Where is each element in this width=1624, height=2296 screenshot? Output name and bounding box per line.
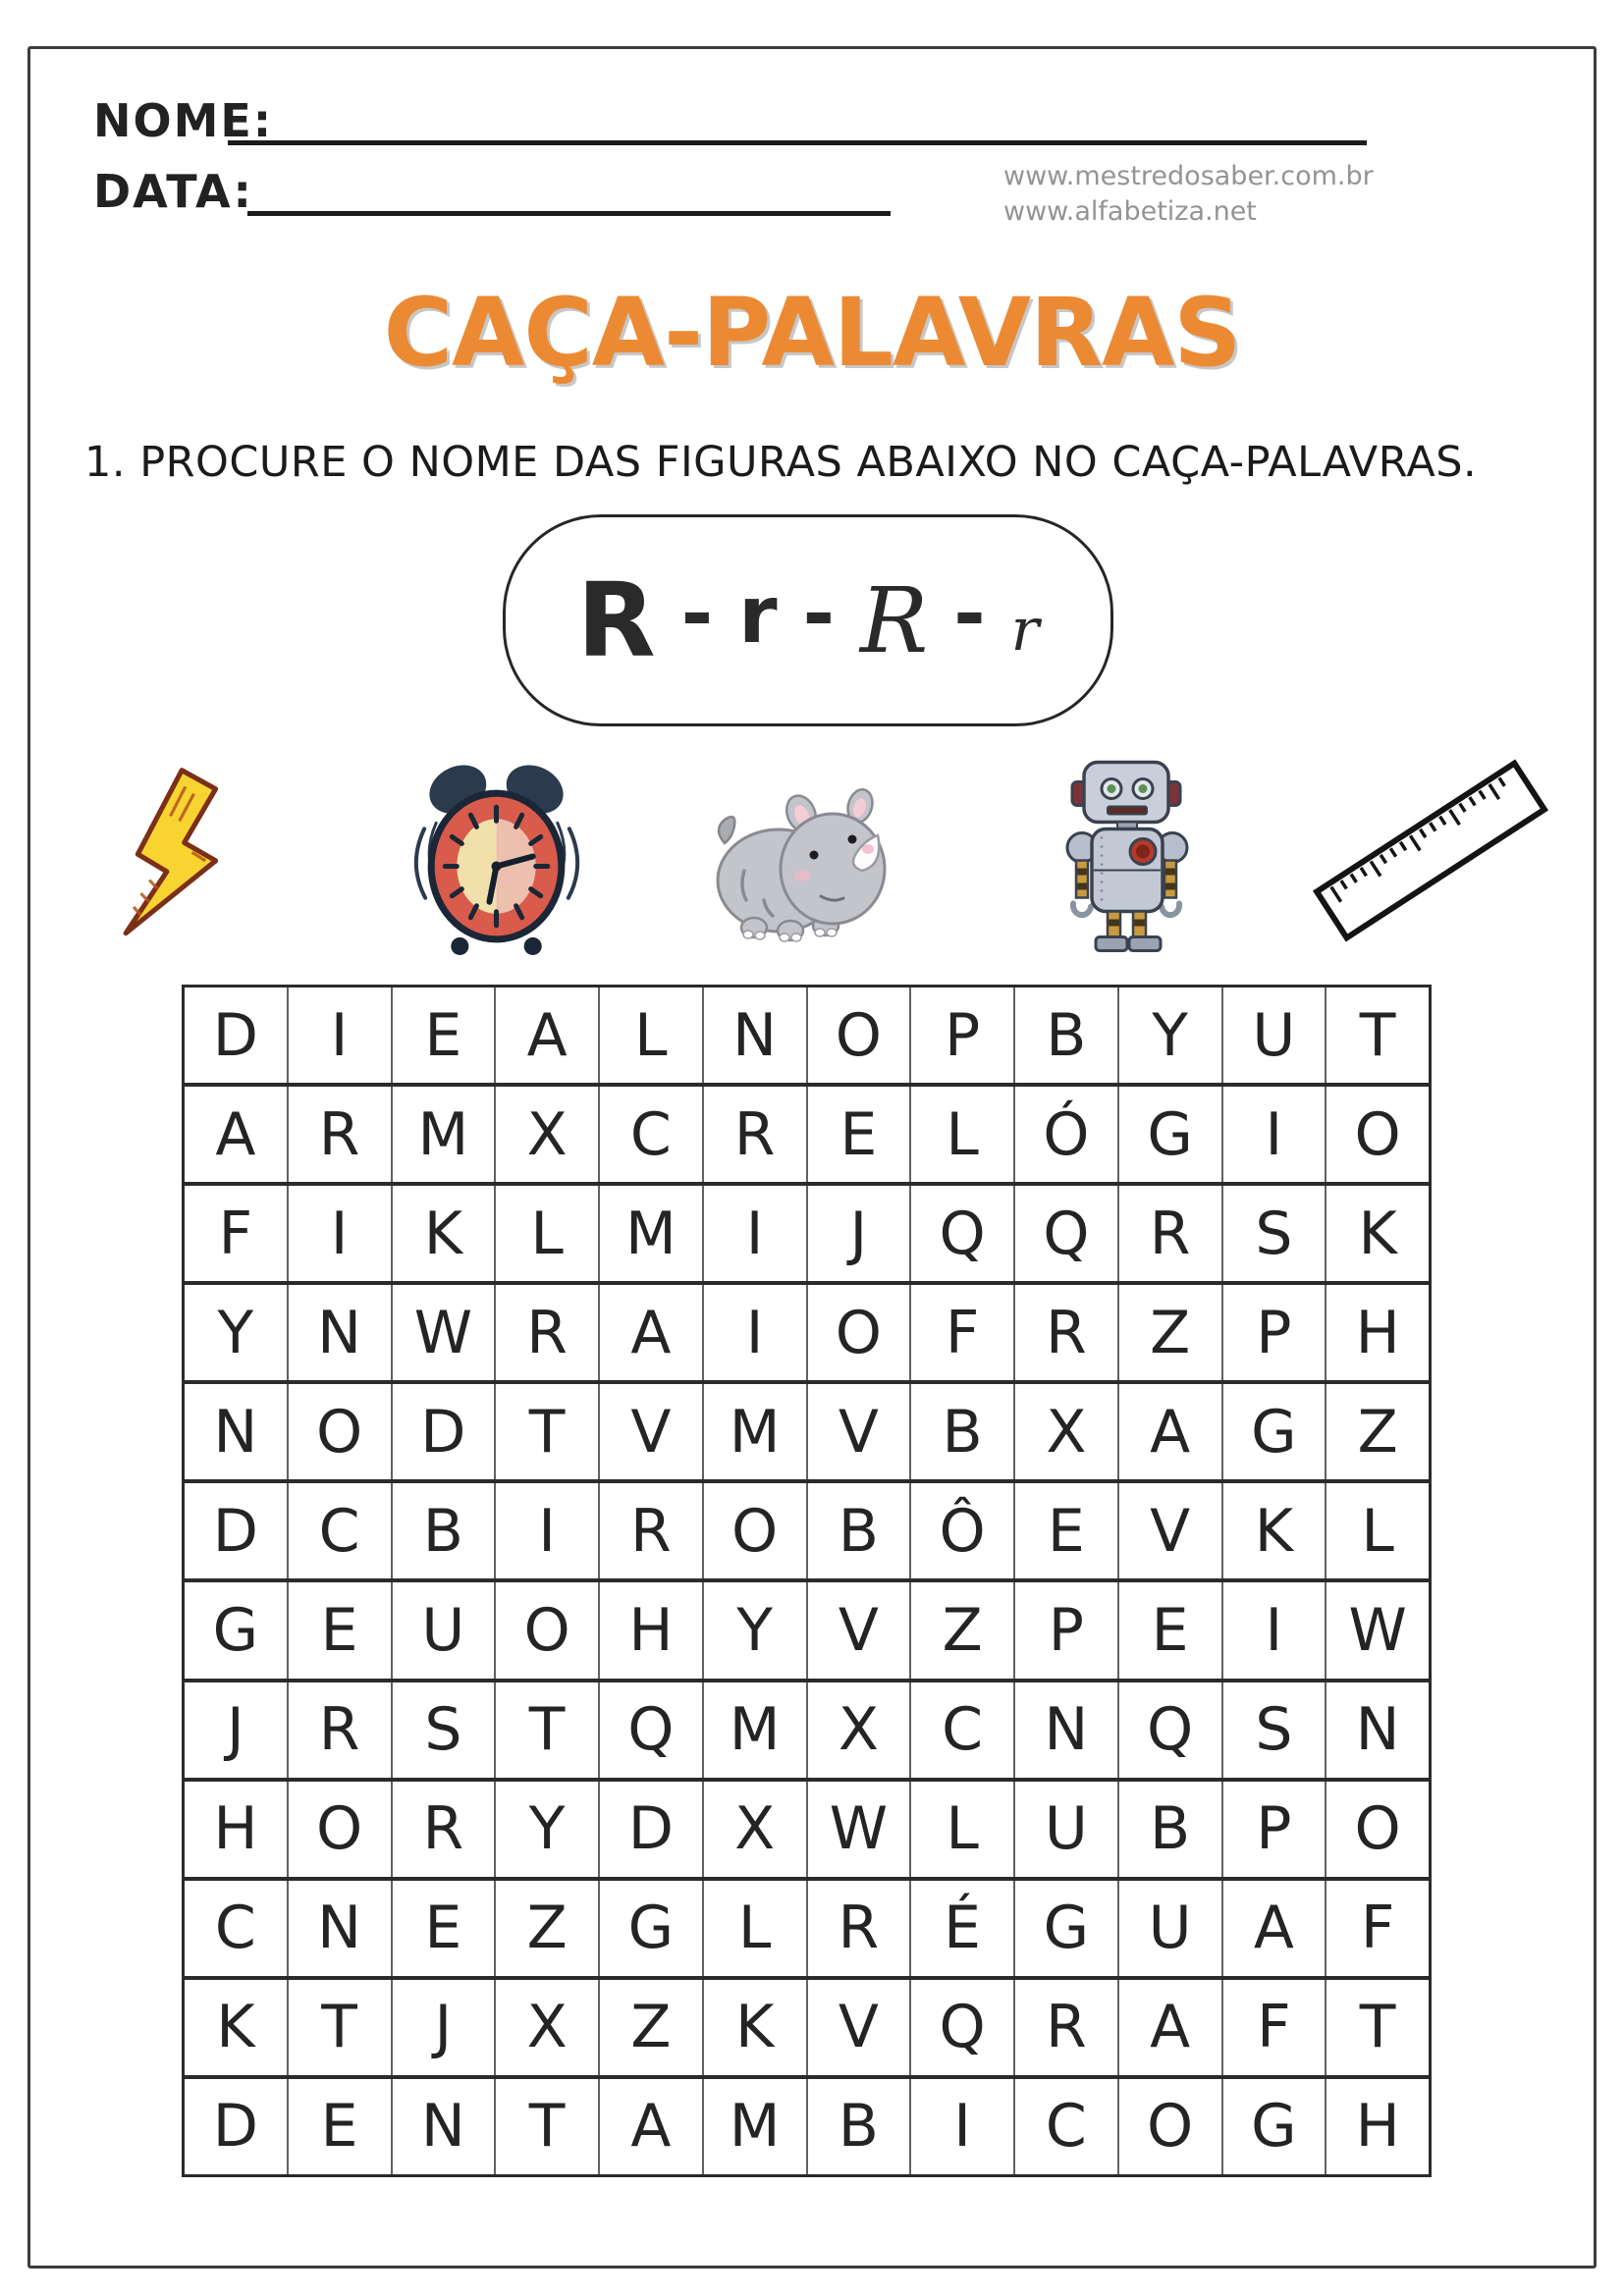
letter-cursive-lowercase: r bbox=[1010, 596, 1040, 665]
grid-row bbox=[185, 2079, 1429, 2174]
grid-cell: H bbox=[1355, 1298, 1400, 1367]
grid-cell: R bbox=[600, 1483, 704, 1578]
grid-cell: L bbox=[496, 1186, 600, 1281]
grid-row bbox=[185, 988, 1429, 1087]
grid-cell: V bbox=[808, 1582, 912, 1678]
grid-cell: D bbox=[185, 988, 289, 1083]
grid-cell: N bbox=[1015, 1682, 1119, 1778]
grid-cell: I bbox=[704, 1285, 808, 1380]
grid-cell: E bbox=[1119, 1582, 1223, 1678]
grid-cell: E bbox=[289, 2079, 393, 2174]
grid-cell: I bbox=[704, 1186, 808, 1281]
letter-print-uppercase: R bbox=[576, 561, 656, 680]
grid-cell: T bbox=[1359, 1000, 1396, 1070]
grid-cell: K bbox=[393, 1186, 497, 1281]
grid-cell: F bbox=[1360, 1894, 1395, 1963]
grid-cell: K bbox=[1358, 1199, 1397, 1268]
grid-cell: O bbox=[704, 1483, 808, 1578]
grid-cell: Ó bbox=[1015, 1087, 1119, 1182]
grid-cell: A bbox=[600, 2079, 704, 2174]
grid-cell: M bbox=[704, 1384, 808, 1479]
grid-cell: M bbox=[600, 1186, 704, 1281]
grid-cell: X bbox=[704, 1782, 808, 1877]
grid-cell: U bbox=[1119, 1881, 1223, 1976]
grid-cell: B bbox=[808, 1483, 912, 1578]
letter-separator: - bbox=[802, 570, 835, 659]
grid-cell: L bbox=[1361, 1496, 1394, 1566]
grid-cell: B bbox=[1015, 988, 1119, 1083]
letter-separator: - bbox=[953, 570, 986, 659]
grid-cell: J bbox=[808, 1186, 912, 1281]
grid-cell: Y bbox=[1119, 988, 1223, 1083]
grid-cell: E bbox=[289, 1582, 393, 1678]
grid-cell: P bbox=[1223, 1285, 1327, 1380]
grid-cell: V bbox=[600, 1384, 704, 1479]
grid-cell: H bbox=[185, 1782, 289, 1877]
grid-cell: L bbox=[600, 988, 704, 1083]
word-grid bbox=[182, 985, 1432, 2177]
grid-cell: S bbox=[393, 1682, 497, 1778]
grid-cell: R bbox=[1015, 1980, 1119, 2075]
grid-cell: D bbox=[185, 2079, 289, 2174]
grid-cell: Q bbox=[911, 1186, 1015, 1281]
grid-cell: N bbox=[1355, 1695, 1400, 1765]
grid-cell: J bbox=[393, 1980, 497, 2075]
grid-cell: K bbox=[1223, 1483, 1327, 1578]
grid-cell: S bbox=[1223, 1186, 1327, 1281]
grid-cell: F bbox=[911, 1285, 1015, 1380]
grid-cell: É bbox=[911, 1881, 1015, 1976]
grid-cell: B bbox=[911, 1384, 1015, 1479]
grid-cell: Z bbox=[911, 1582, 1015, 1678]
grid-cell: D bbox=[393, 1384, 497, 1479]
grid-cell: R bbox=[289, 1087, 393, 1182]
grid-cell: C bbox=[289, 1483, 393, 1578]
grid-cell: G bbox=[1119, 1087, 1223, 1182]
website-line-2: www.alfabetiza.net bbox=[1003, 196, 1257, 228]
grid-cell: H bbox=[600, 1582, 704, 1678]
grid-cell: B bbox=[808, 2079, 912, 2174]
grid-cell: Z bbox=[600, 1980, 704, 2075]
grid-cell: N bbox=[289, 1881, 393, 1976]
grid-cell: E bbox=[1015, 1483, 1119, 1578]
grid-cell: Z bbox=[1119, 1285, 1223, 1380]
letter-separator: - bbox=[680, 570, 714, 659]
grid-cell: T bbox=[289, 1980, 393, 2075]
grid-cell: B bbox=[1119, 1782, 1223, 1877]
grid-cell: P bbox=[1223, 1782, 1327, 1877]
grid-cell: S bbox=[1223, 1682, 1327, 1778]
grid-row bbox=[185, 1782, 1429, 1881]
letter-cursive-uppercase: R bbox=[859, 567, 929, 673]
grid-cell: R bbox=[808, 1881, 912, 1976]
letter-print-lowercase: r bbox=[738, 568, 778, 661]
name-fill-line bbox=[228, 140, 1367, 145]
grid-cell: M bbox=[393, 1087, 497, 1182]
grid-cell: Q bbox=[1015, 1186, 1119, 1281]
grid-cell: C bbox=[1015, 2079, 1119, 2174]
grid-cell: T bbox=[496, 1384, 600, 1479]
grid-cell: U bbox=[393, 1582, 497, 1678]
grid-cell: C bbox=[911, 1682, 1015, 1778]
grid-cell: G bbox=[1223, 2079, 1327, 2174]
grid-cell: N bbox=[704, 988, 808, 1083]
grid-cell: P bbox=[1015, 1582, 1119, 1678]
grid-cell: O bbox=[1354, 1099, 1401, 1169]
grid-cell: Z bbox=[1357, 1397, 1398, 1467]
grid-cell: U bbox=[1015, 1782, 1119, 1877]
grid-cell: L bbox=[704, 1881, 808, 1976]
grid-cell: O bbox=[289, 1384, 393, 1479]
grid-cell: G bbox=[1223, 1384, 1327, 1479]
grid-cell: O bbox=[808, 1285, 912, 1380]
grid-cell: Ô bbox=[911, 1483, 1015, 1578]
relogio-icon bbox=[401, 756, 593, 958]
letter-forms-box bbox=[503, 514, 1113, 726]
grid-cell: F bbox=[185, 1186, 289, 1281]
grid-row bbox=[185, 1582, 1429, 1682]
grid-cell: X bbox=[1015, 1384, 1119, 1479]
robo-icon bbox=[1053, 756, 1200, 958]
grid-row bbox=[185, 1384, 1429, 1483]
grid-cell: Y bbox=[185, 1285, 289, 1380]
grid-cell: D bbox=[185, 1483, 289, 1578]
grid-cell: O bbox=[1354, 1794, 1401, 1864]
grid-cell: Q bbox=[1119, 1682, 1223, 1778]
grid-cell: I bbox=[1223, 1582, 1327, 1678]
raio-icon bbox=[116, 768, 245, 954]
grid-cell: G bbox=[1015, 1881, 1119, 1976]
grid-cell: R bbox=[496, 1285, 600, 1380]
page-title: CAÇA-PALAVRAS bbox=[383, 278, 1241, 388]
grid-cell: T bbox=[496, 2079, 600, 2174]
grid-row bbox=[185, 1881, 1429, 1980]
grid-cell: P bbox=[911, 988, 1015, 1083]
grid-cell: I bbox=[496, 1483, 600, 1578]
grid-cell: X bbox=[496, 1980, 600, 2075]
grid-cell: R bbox=[1015, 1285, 1119, 1380]
website-links bbox=[1003, 159, 1374, 231]
grid-cell: T bbox=[1359, 1993, 1396, 2062]
grid-cell: L bbox=[911, 1782, 1015, 1877]
grid-cell: W bbox=[1348, 1596, 1407, 1665]
grid-cell: I bbox=[1223, 1087, 1327, 1182]
grid-cell: C bbox=[185, 1881, 289, 1976]
grid-cell: E bbox=[808, 1087, 912, 1182]
grid-cell: X bbox=[496, 1087, 600, 1182]
grid-cell: O bbox=[1119, 2079, 1223, 2174]
grid-cell: I bbox=[911, 2079, 1015, 2174]
grid-cell: L bbox=[911, 1087, 1015, 1182]
grid-cell: F bbox=[1223, 1980, 1327, 2075]
instruction-text: 1. PROCURE O NOME DAS FIGURAS ABAIXO NO CAÇA-PALAVRAS. bbox=[84, 438, 1478, 487]
grid-cell: R bbox=[289, 1682, 393, 1778]
grid-cell: V bbox=[808, 1384, 912, 1479]
rinoceronte-icon bbox=[685, 780, 896, 947]
grid-row bbox=[185, 1980, 1429, 2079]
grid-cell: X bbox=[808, 1682, 912, 1778]
grid-cell: T bbox=[496, 1682, 600, 1778]
grid-cell: G bbox=[185, 1582, 289, 1678]
grid-cell: K bbox=[185, 1980, 289, 2075]
grid-cell: M bbox=[704, 2079, 808, 2174]
grid-cell: H bbox=[1355, 2092, 1400, 2162]
date-fill-line bbox=[247, 211, 891, 216]
grid-cell: A bbox=[1223, 1881, 1327, 1976]
grid-cell: W bbox=[808, 1782, 912, 1877]
grid-cell: E bbox=[393, 1881, 497, 1976]
grid-cell: D bbox=[600, 1782, 704, 1877]
name-label: NOME: bbox=[93, 94, 274, 147]
grid-cell: K bbox=[704, 1980, 808, 2075]
grid-row bbox=[185, 1186, 1429, 1285]
grid-cell: Q bbox=[600, 1682, 704, 1778]
grid-cell: A bbox=[1119, 1980, 1223, 2075]
grid-cell: R bbox=[1119, 1186, 1223, 1281]
grid-cell: G bbox=[600, 1881, 704, 1976]
grid-cell: W bbox=[393, 1285, 497, 1380]
website-line-1: www.mestredosaber.com.br bbox=[1003, 161, 1374, 191]
grid-row bbox=[185, 1087, 1429, 1186]
grid-cell: V bbox=[1119, 1483, 1223, 1578]
grid-cell: A bbox=[600, 1285, 704, 1380]
grid-row bbox=[185, 1285, 1429, 1384]
grid-cell: A bbox=[185, 1087, 289, 1182]
grid-cell: O bbox=[289, 1782, 393, 1877]
grid-cell: R bbox=[704, 1087, 808, 1182]
grid-cell: C bbox=[600, 1087, 704, 1182]
grid-cell: N bbox=[185, 1384, 289, 1479]
regua-icon bbox=[1308, 752, 1553, 954]
grid-cell: U bbox=[1223, 988, 1327, 1083]
grid-cell: O bbox=[496, 1582, 600, 1678]
grid-cell: N bbox=[393, 2079, 497, 2174]
grid-cell: E bbox=[393, 988, 497, 1083]
grid-cell: V bbox=[808, 1980, 912, 2075]
grid-row bbox=[185, 1682, 1429, 1782]
grid-cell: I bbox=[289, 988, 393, 1083]
grid-cell: Q bbox=[911, 1980, 1015, 2075]
grid-cell: Y bbox=[704, 1582, 808, 1678]
grid-row bbox=[185, 1483, 1429, 1582]
grid-cell: J bbox=[185, 1682, 289, 1778]
grid-cell: Y bbox=[496, 1782, 600, 1877]
grid-cell: Z bbox=[496, 1881, 600, 1976]
date-label: DATA: bbox=[93, 165, 253, 218]
grid-cell: O bbox=[808, 988, 912, 1083]
grid-cell: R bbox=[393, 1782, 497, 1877]
grid-cell: A bbox=[496, 988, 600, 1083]
grid-cell: B bbox=[393, 1483, 497, 1578]
grid-cell: M bbox=[704, 1682, 808, 1778]
grid-cell: I bbox=[289, 1186, 393, 1281]
grid-cell: A bbox=[1119, 1384, 1223, 1479]
grid-cell: N bbox=[289, 1285, 393, 1380]
